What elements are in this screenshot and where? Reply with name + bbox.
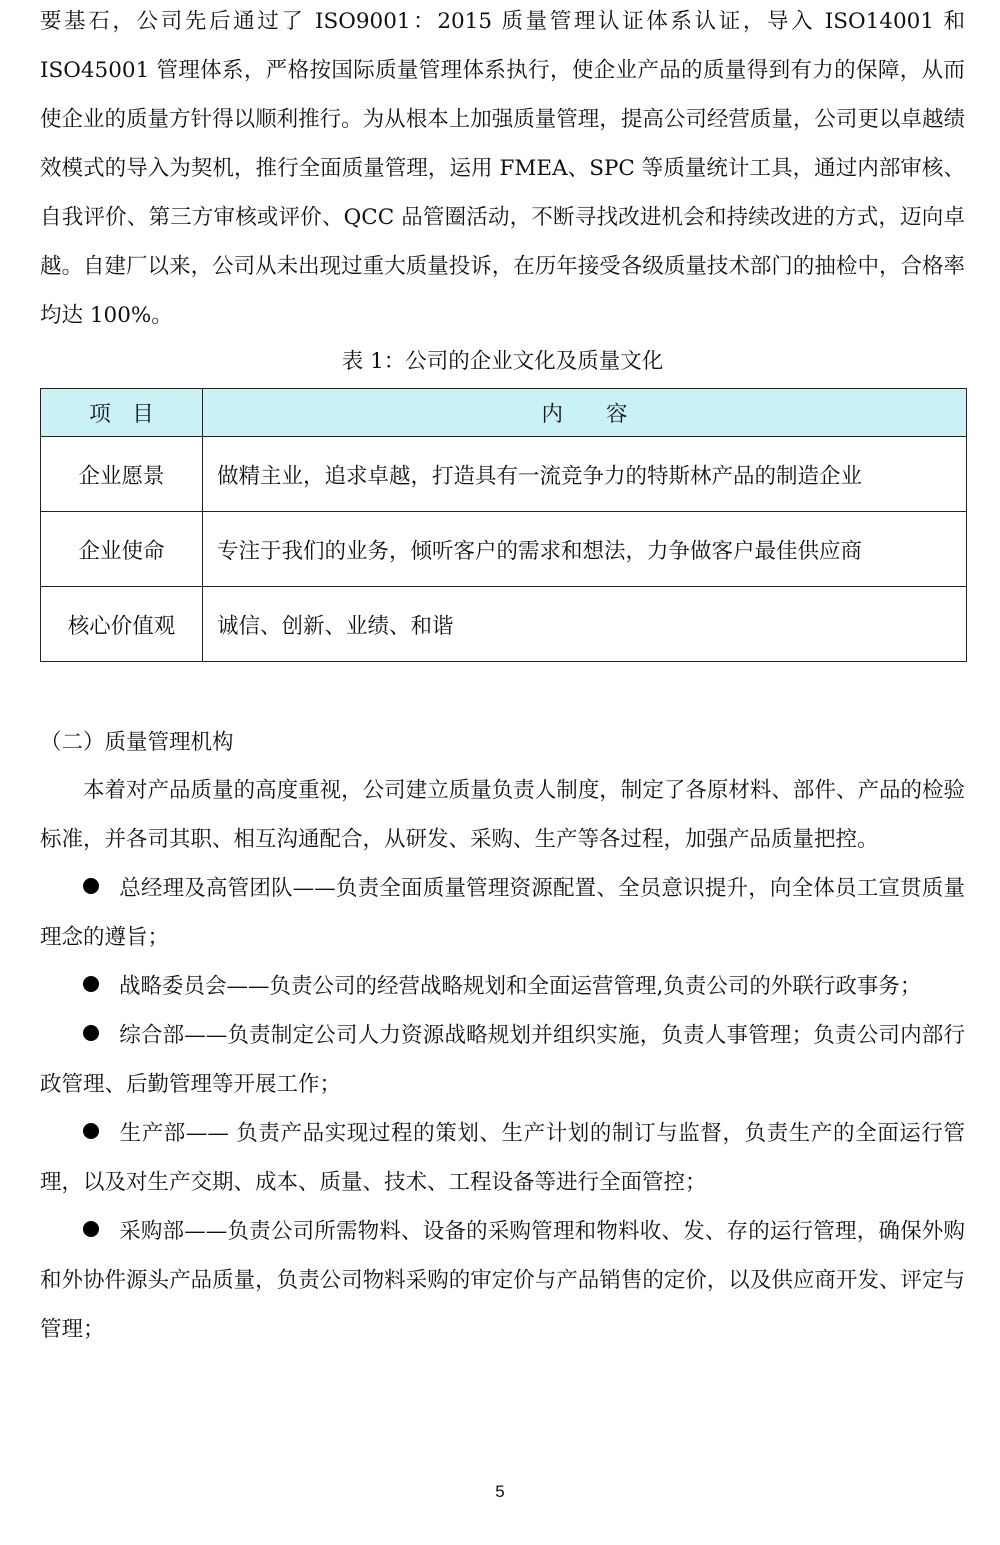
culture-table [40,388,967,662]
bullet-item [40,1011,965,1109]
bullet-item [40,1109,965,1207]
page-number: 5 [495,1482,505,1501]
section-intro: 本着对产品质量的高度重视，公司建立质量负责人制度，制定了各原材料、部件、产品的检验标准，并各司其职、相互沟通配合，从研发、采购、生产等各过程，加强产品质量把控。 [40,778,965,852]
row-label-vision: 企业愿景 [41,437,203,512]
bullet-dot-icon [83,1025,99,1041]
bullet-dot-icon [83,1123,99,1139]
row-content-vision: 做精主业，追求卓越，打造具有一流竞争力的特斯林产品的制造企业 [203,437,967,512]
table-row [41,587,967,662]
bullet-item [40,864,965,962]
table-header-row [41,389,967,437]
bullet-text: 生产部—— 负责产品实现过程的策划、生产计划的制订与监督，负责生产的全面运行管理，以及对生产交期、成本、质量、技术、工程设备等进行全面管控； [40,1121,965,1195]
table-row [41,437,967,512]
bullet-dot-icon [83,976,99,992]
row-label-values: 核心价值观 [41,587,203,662]
bullet-item [40,1207,965,1354]
header-content: 内 容 [203,389,967,437]
bullet-text: 采购部——负责公司所需物料、设备的采购管理和物料收、发、存的运行管理，确保外购和外协件源头产品质量，负责公司物料采购的审定价与产品销售的定价，以及供应商开发、评定与管理； [40,1219,965,1342]
bullet-text: 战略委员会——负责公司的经营战略规划和全面运营管理,负责公司的外联行政事务； [119,974,922,999]
bullet-text: 综合部——负责制定公司人力资源战略规划并组织实施，负责人事管理；负责公司内部行政管理、后勤管理等开展工作； [40,1023,965,1097]
header-item: 项 目 [41,389,203,437]
bullet-dot-icon [83,878,99,894]
document-page [40,0,965,1354]
intro-paragraph: 要基石，公司先后通过了 ISO9001：2015 质量管理认证体系认证，导入 ISO14001 和 ISO45001 管理体系，严格按国际质量管理体系执行，使企业产品的质量得到有力的保障，从而使企业的质量方针得以顺利推行。为从根本上加强质量管理，提高公司经营质量，公司更以卓越绩效模式的导入为契机，推行全面质量管理，运用 FMEA、SPC 等质量统计工具，通过内部审核、自我评价、第三方审核或评价、QCC 品管圈活动，不断寻找改进机会和持续改进的方式，迈向卓越。自建厂以来，公司从未出现过重大质量投诉，在历年接受各级质量技术部门的抽检中，合格率均达 100%。 [40,9,965,328]
table-row [41,512,967,587]
bullet-dot-icon [83,1221,99,1237]
row-label-mission: 企业使命 [41,512,203,587]
bullet-item [40,962,965,1011]
section-title: （二）质量管理机构 [40,730,234,755]
bullet-text: 总经理及高管团队——负责全面质量管理资源配置、全员意识提升，向全体员工宣贯质量理念的遵旨； [40,876,965,950]
row-content-mission: 专注于我们的业务，倾听客户的需求和想法，力争做客户最佳供应商 [203,512,967,587]
row-content-values: 诚信、创新、业绩、和谐 [203,587,967,662]
table-caption: 表 1：公司的企业文化及质量文化 [341,349,664,374]
